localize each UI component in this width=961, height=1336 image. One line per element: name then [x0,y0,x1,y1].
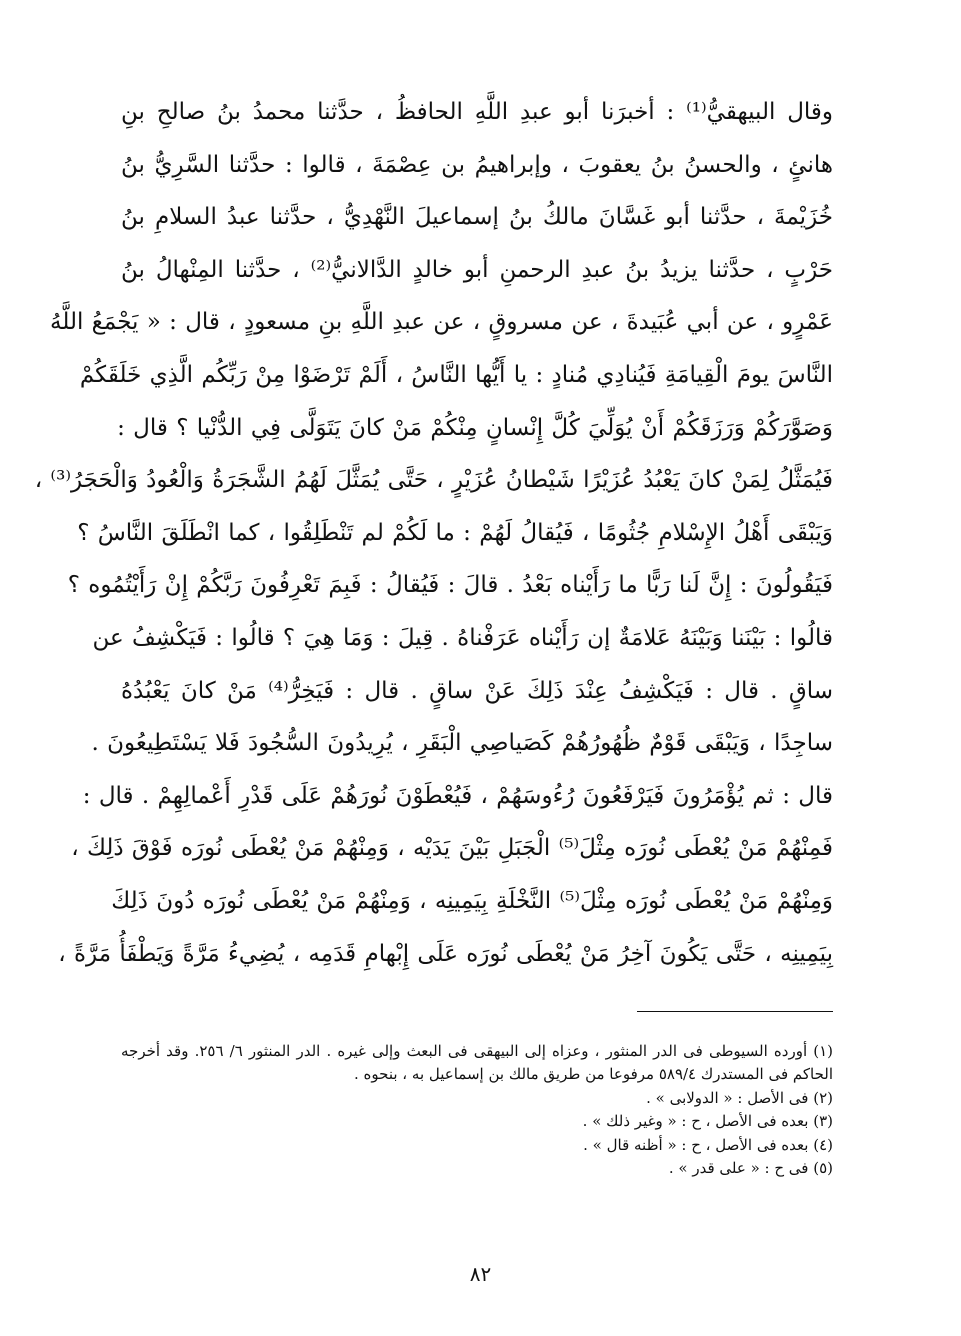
footnote-line: (٤) بعده فى الأصل ، ح : « أظنه قال » . [583,1135,833,1154]
footnote-separator [637,1011,833,1012]
text-line: حَرْبٍ ، حدَّثنا يزيدُ بنُ عبدِ الرحمنِ أبو خالدٍ الدَّالانيُّ⁽²⁾ ، حدَّثنا المِنْهالُ بنُ [121,256,833,283]
footnote-line: (١) أورده السيوطى فى الدر المنثور ، وعزاه إلى البيهقى فى البعث وإلى غيره . الدر المنثور ٦/ ٢٥٦. وقد أخرجه [121,1042,834,1060]
text-line: خُزَيْمةَ ، حدَّثنا أبو غَسَّانَ مالكُ بنُ إسماعيلَ النَّهْدِيُّ ، حدَّثنا عبدُ السلامِ بنُ [121,204,833,231]
text-line: عَمْرٍو ، عن أبي عُبَيدةَ ، عن مسروقٍ ، عن عبدِ اللَّهِ بنِ مسعودٍ ، قال : « يَجْمَعُ اللَّهُ [50,309,833,336]
footnote-line: (٢) فى الأصل : « الدولابى » . [646,1088,833,1107]
text-line: وَيَبْقَى أَهْلُ الإِسْلامِ جُثُومًا ، فَيُقالُ لَهُمْ : ما لَكُمْ لم تَنْطَلِقُوا ، كما انْطَلَقَ النَّاسُ ؟ [77,519,833,546]
text-line: وقال البيهقيُّ⁽¹⁾ : أخبرَنا أبو عبدِ اللَّهِ الحافظُ ، حدَّثنا محمدُ بنُ صالحِ بنِ [121,99,834,125]
text-line: فَيَقُولُونَ : إِنَّ لَنا رَبًّا ما رَأَيْناه بَعْدُ . قالَ : فَيُقالُ : فَبِمَ تَعْرِفُونَ رَبَّكُمْ إِنْ رَأَيْتُمُوه ؟ [67,572,833,599]
text-line: وَمِنْهُمْ مَنْ يُعْطَى نُورَه مِثْلَ⁽⁵⁾ النَّخْلَةِ بِيَمِينِه ، وَمِنْهُمْ مَنْ يُعْطَى نُورَه دُونَ ذَلِكَ [111,887,833,914]
text-line: قال : ثم يُؤْمَرُونَ فَيَرْفَعُونَ رُءُوسَهُمْ ، فَيُعْطَوْنَ نُورَهُمْ عَلَى قَدْرِ أَعْمالِهِمْ . قال : [82,782,833,809]
text-line: بِيَمِينِه ، حَتَّى يَكُونَ آخِرُ مَنْ يُعْطَى نُورَه عَلَى إِبْهامِ قَدَمِه ، يُضِيءُ مَرَّةً وَيَطْفَأُ مَرَّةً ، [58,940,833,967]
footnote-line: الحاكم فى المستدرك ٥٨٩/٤ مرفوعا من طريق مالك بن إسماعيل به ، بنحوه . [354,1065,833,1084]
text-line: فَمِنْهُمْ مَنْ يُعْطَى نُورَه مِثْلَ⁽⁵⁾ الْجَبَلِ بَيْنَ يَدَيْه ، وَمِنْهُمْ مَنْ يُعْطَى نُورَه فَوْقَ ذَلِكَ ، [71,835,833,862]
main-text [34,86,834,980]
text-line: ساجِدًا ، وَيَبْقَى قَوْمٌ ظُهُورُهُمْ كَصَياصِي الْبَقَرِ ، يُرِيدُونَ السُّجُودَ فَلا يَسْتَطِيعُونَ . [91,730,833,757]
footnote-line: (٥) فى ح : « على قدر » . [668,1158,833,1177]
text-line: وَصَوَّرَكُمْ وَرَزَقَكُمْ أَنْ يُوَلِّيَ كُلَّ إِنْسانٍ مِنْكُمْ مَنْ كانَ يَتَوَلَّى فِي الدُّنْيا ؟ قال : [117,414,833,441]
footnote-line: (٣) بعده فى الأصل ، ح : « وغير ذلك » . [582,1112,833,1131]
text-line: ساقٍ . قال : فَيَكْشِفُ عِنْدَ ذَلِكَ عَنْ ساقٍ . قال : فَيَخِرُّ⁽⁴⁾ مَنْ كانَ يَعْبُدُهُ [121,677,833,704]
text-line: النَّاسَ يومَ الْقِيامَةِ فَيُنادِي مُنادٍ : يا أَيُّها النَّاسُ ، أَلَمْ تَرْضَوْا مِنْ رَبِّكُم الَّذِي خَلَقَكُمْ [79,361,833,388]
text-line: فَيُمَثَّلُ لِمَنْ كانَ يَعْبُدُ عُزَيْرًا شَيْطانُ عُزَيْرٍ ، حَتَّى يُمَثَّلَ لَهُمُ الشَّجَرَةُ وَالْعُودُ وَالْحَجَرُ⁽³⁾ ، [34,467,833,494]
text-line: هانئٍ ، والحسنُ بنُ يعقوبَ ، وإبراهيمُ بن عِصْمَةَ ، قالوا : حدَّثنا السَّرِيُّ بنُ [121,151,833,178]
footnotes [121,1040,833,1180]
text-line: قالُوا : بَيْنَنا وَبَيْنَهُ عَلامَةٌ إن رَأَيْناه عَرَفْناهُ . قِيلَ : وَمَا هِيَ ؟ قالُوا : فَيَكْشِفُ عن [92,624,833,651]
page-number: ٨٢ [469,1262,492,1286]
